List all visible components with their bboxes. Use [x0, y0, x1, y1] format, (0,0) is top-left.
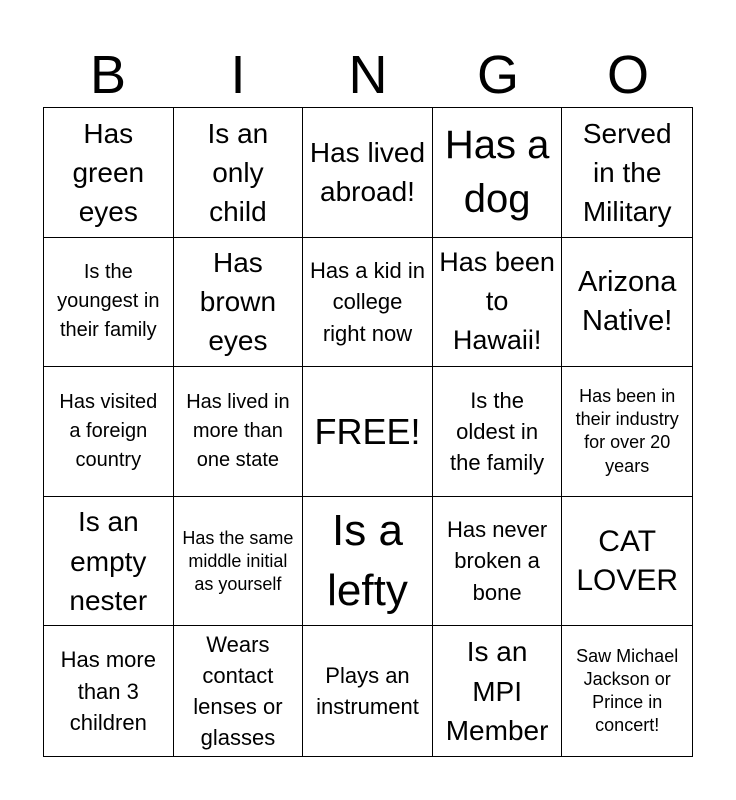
cell-text: Arizona Native! — [578, 266, 677, 337]
bingo-cell-r3-c3[interactable] — [303, 367, 433, 497]
bingo-card — [43, 107, 693, 757]
cell-text: Served in the Military — [582, 117, 672, 227]
bingo-cell-r1-c1[interactable] — [44, 108, 174, 238]
cell-text: Saw Michael Jackson or Prince in concert! — [576, 646, 679, 736]
bingo-cell-r1-c5[interactable] — [562, 108, 692, 238]
cell-text: Has a kid in college right now — [310, 258, 425, 346]
bingo-cell-r4-c3[interactable] — [303, 497, 433, 627]
cell-text: Has visited a foreign country — [59, 390, 158, 471]
bingo-cell-r4-c4[interactable] — [433, 497, 563, 627]
cell-text: Is an empty nester — [69, 506, 148, 616]
bingo-cell-r3-c4[interactable] — [433, 367, 563, 497]
bingo-cell-r1-c3[interactable] — [303, 108, 433, 238]
bingo-cell-r2-c2[interactable] — [174, 238, 304, 368]
bingo-cell-r2-c5[interactable] — [562, 238, 692, 368]
bingo-cell-r4-c2[interactable] — [174, 497, 304, 627]
bingo-cell-r5-c1[interactable] — [44, 626, 174, 756]
cell-text: Has lived abroad! — [309, 137, 426, 208]
cell-text: Has never broken a bone — [446, 517, 548, 605]
header-letter-o: O — [606, 45, 649, 105]
cell-text: Plays an instrument — [316, 662, 419, 720]
header-letter-g: G — [476, 45, 519, 105]
cell-text: Wears contact lenses or glasses — [193, 631, 283, 751]
cell-text: Is the youngest in their family — [57, 261, 160, 342]
cell-text: Has green eyes — [72, 117, 145, 227]
bingo-cell-r1-c4[interactable] — [433, 108, 563, 238]
cell-text: Is the oldest in the family — [450, 387, 545, 476]
cell-text: Has a dog — [444, 123, 550, 222]
bingo-cell-r3-c1[interactable] — [44, 367, 174, 497]
bingo-cell-r5-c5[interactable] — [562, 626, 692, 756]
cell-text: Has more than 3 children — [60, 647, 156, 735]
bingo-cell-r2-c1[interactable] — [44, 238, 174, 368]
cell-text: Has lived in more than one state — [186, 390, 290, 471]
cell-text: Is a lefty — [327, 506, 408, 616]
bingo-cell-r3-c5[interactable] — [562, 367, 692, 497]
cell-text: Has brown eyes — [199, 247, 277, 357]
bingo-cell-r5-c4[interactable] — [433, 626, 563, 756]
bingo-cell-r5-c2[interactable] — [174, 626, 304, 756]
bingo-cell-r2-c3[interactable] — [303, 238, 433, 368]
cell-text: Is an only child — [207, 117, 269, 227]
cell-text: Has the same middle initial as yourself — [182, 527, 294, 594]
cell-text: Is an MPI Member — [445, 636, 549, 746]
cell-text: Has been to Hawaii! — [439, 247, 555, 356]
cell-text: Has been in their industry for over 20 years — [575, 386, 679, 476]
bingo-cell-r1-c2[interactable] — [174, 108, 304, 238]
header-letter-i: I — [230, 45, 246, 105]
bingo-cell-r5-c3[interactable] — [303, 626, 433, 756]
header-letter-b: B — [89, 45, 127, 105]
header-letter-n: N — [348, 45, 388, 105]
bingo-cell-r2-c4[interactable] — [433, 238, 563, 368]
bingo-cell-r3-c2[interactable] — [174, 367, 304, 497]
bingo-header — [43, 44, 693, 106]
bingo-cell-r4-c1[interactable] — [44, 497, 174, 627]
cell-text: CAT LOVER — [576, 525, 679, 598]
cell-text: FREE! — [314, 410, 421, 452]
bingo-cell-r4-c5[interactable] — [562, 497, 692, 627]
